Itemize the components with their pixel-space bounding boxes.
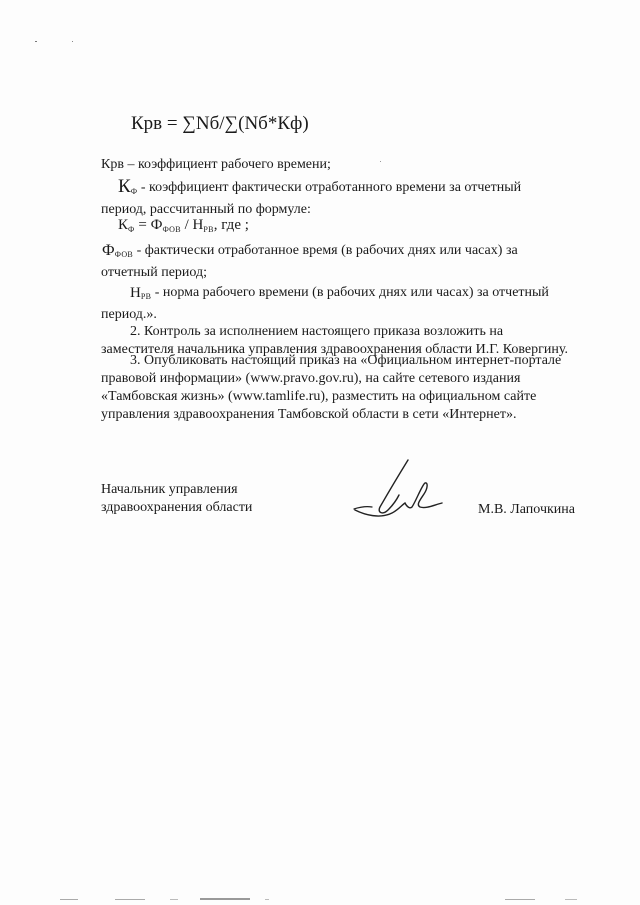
nrv-symbol: Н	[130, 285, 141, 301]
position-line1: Начальник управления	[101, 482, 238, 497]
nrv-definition	[101, 284, 588, 324]
handwritten-signature	[350, 455, 445, 525]
main-formula	[131, 113, 309, 135]
nrv-symbol-sub: РВ	[140, 292, 152, 301]
kf-formula-slash: / Н	[180, 217, 204, 233]
kf-text-line2: период, рассчитанный по формуле:	[101, 202, 311, 217]
fov-text-line2: отчетный период;	[101, 265, 208, 280]
item-3-paragraph	[101, 352, 588, 424]
kf-formula-n-sub: РВ	[203, 225, 214, 234]
fov-definition	[101, 242, 588, 282]
kf-formula-f-sub: ФОВ	[162, 225, 181, 234]
kf-definition	[101, 178, 588, 219]
item-3-line4: управления здравоохранения Тамбовской области в сети «Интернет».	[101, 407, 517, 422]
kf-text-line1: - коэффициент фактически отработанного времени за отчетный	[137, 180, 522, 195]
kf-formula-eq: = Ф	[134, 217, 163, 233]
kf-formula-k: К	[118, 217, 129, 233]
item-3-line1: 3. Опубликовать настоящий приказ на «Официальном интернет-портале	[130, 353, 562, 368]
item-2-line2: заместителя начальника управления здравоохранения области И.Г. Ковергину.	[101, 342, 568, 357]
item-3-line2: правовой информации» (www.pravo.gov.ru), на сайте сетевого издания	[101, 371, 521, 386]
kf-formula-k-sub: Ф	[128, 225, 135, 234]
formula-rhs: ∑Nб/∑(Nб*Кф)	[182, 113, 309, 134]
kf-symbol-sub: Ф	[130, 187, 138, 196]
kf-symbol: К	[118, 176, 131, 197]
formula-lhs: Крв	[131, 113, 163, 134]
signatory-name: М.В. Лапочкина	[478, 502, 575, 517]
fov-symbol: Ф	[102, 242, 115, 259]
signatory-position	[101, 481, 252, 517]
fov-text-line1: - фактически отработанное время (в рабочих днях или часах) за	[133, 243, 518, 258]
kf-formula	[118, 217, 249, 234]
item-2-line1: 2. Контроль за исполнением настоящего приказа возложить на	[130, 324, 504, 339]
fov-symbol-sub: ФОВ	[114, 250, 134, 259]
nrv-text-line2: период.».	[101, 307, 157, 322]
item-3-line3: «Тамбовская жизнь» (www.tamlife.ru), разместить на официальном сайте	[101, 389, 537, 404]
formula-equals: =	[162, 113, 183, 134]
krv-definition: Крв – коэффициент рабочего времени;	[101, 157, 331, 172]
position-line2: здравоохранения области	[101, 500, 253, 515]
kf-formula-tail: , где ;	[213, 217, 249, 233]
nrv-text-line1: - норма рабочего времени (в рабочих днях или часах) за отчетный	[151, 285, 549, 300]
